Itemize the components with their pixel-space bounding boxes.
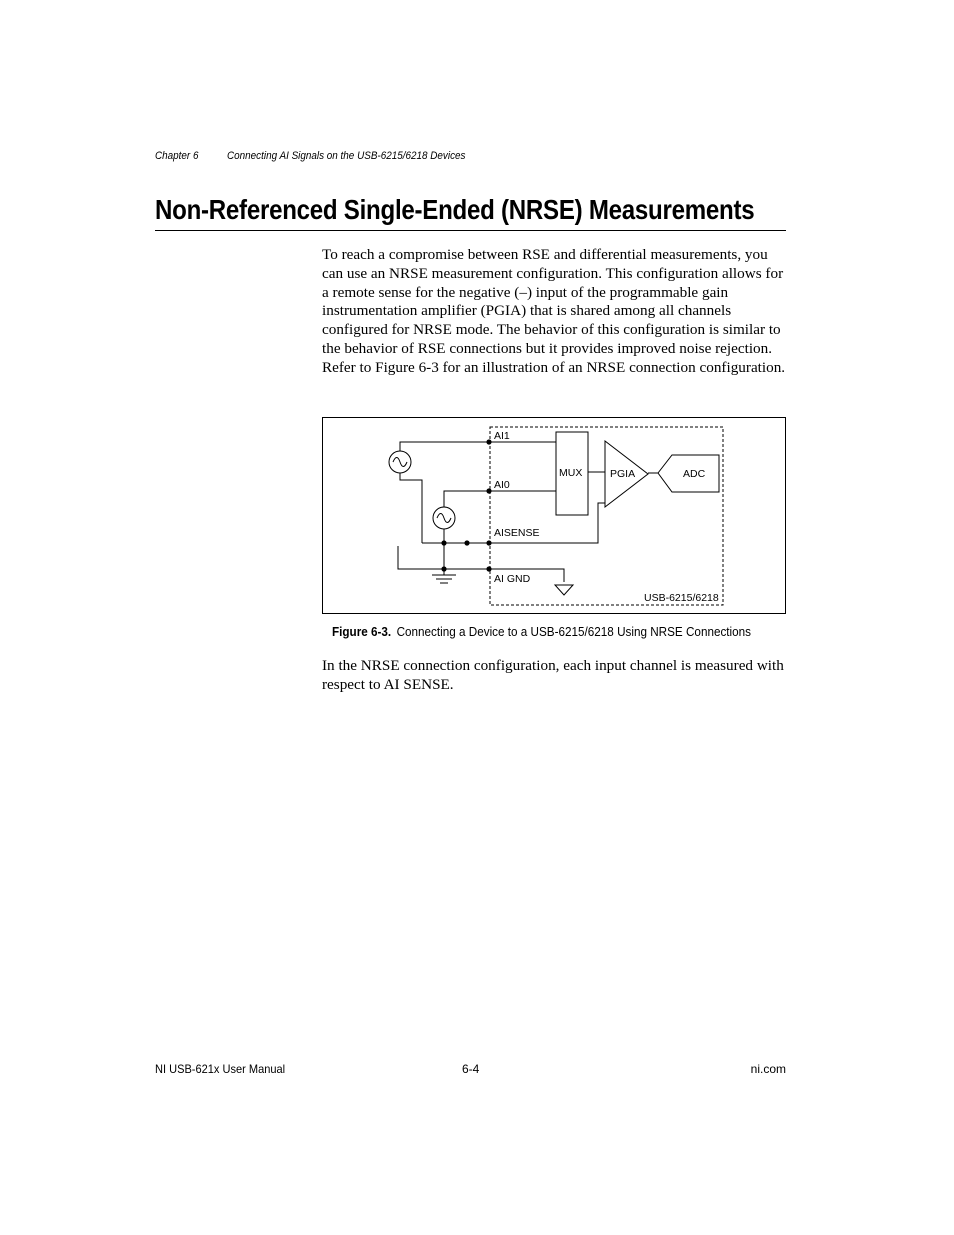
sine-wave-icon bbox=[393, 458, 407, 467]
figure-caption-label: Figure 6-3. bbox=[332, 624, 392, 639]
nrse-summary-paragraph: In the NRSE connection configuration, each input channel is measured with respect to AI SENSE. bbox=[322, 657, 784, 693]
nrse-circuit-diagram bbox=[323, 418, 787, 615]
section-title-text: Non-Referenced Single-Ended (NRSE) Measurements bbox=[155, 194, 755, 225]
running-header bbox=[155, 150, 465, 162]
junction-dots bbox=[441, 439, 491, 571]
earth-ground-icon bbox=[432, 569, 456, 583]
mux-label: MUX bbox=[559, 467, 583, 479]
chapter-label: Chapter 6 bbox=[155, 150, 199, 162]
ai0-label: AI0 bbox=[494, 479, 510, 491]
footer-website-link[interactable]: ni.com bbox=[750, 1062, 786, 1076]
aisense-label: AISENSE bbox=[494, 527, 540, 539]
adc-label: ADC bbox=[683, 468, 706, 480]
chassis-ground-icon bbox=[555, 585, 573, 595]
aignd-label: AI GND bbox=[494, 573, 531, 585]
footer-page-number: 6-4 bbox=[462, 1062, 480, 1076]
pgia-label: PGIA bbox=[610, 468, 636, 480]
nrse-connection-figure bbox=[322, 417, 786, 614]
intro-paragraph: To reach a compromise between RSE and differential measurements, you can use an NRSE measurement configuration. This configuration allows for a remote sense for the negative (–) input of the programmable gain instrumentation amplifier (PGIA) that is shared among all channels configured for NRSE mode. The behavior of this configuration is similar to the behavior of RSE connections but it provides improved noise rejection. Refer to Figure 6-3 for an illustration of an NRSE connection configuration. bbox=[322, 246, 786, 376]
chapter-title: Connecting AI Signals on the USB-6215/6218 Devices bbox=[227, 150, 466, 162]
device-label: USB-6215/6218 bbox=[644, 592, 719, 604]
footer-manual-title: NI USB-621x User Manual bbox=[155, 1062, 286, 1076]
figure-caption-text: Connecting a Device to a USB-6215/6218 Using NRSE Connections bbox=[396, 624, 752, 639]
ai1-label: AI1 bbox=[494, 430, 510, 442]
section-title bbox=[155, 194, 786, 231]
sine-wave-icon bbox=[437, 514, 451, 523]
figure-caption bbox=[332, 624, 751, 639]
